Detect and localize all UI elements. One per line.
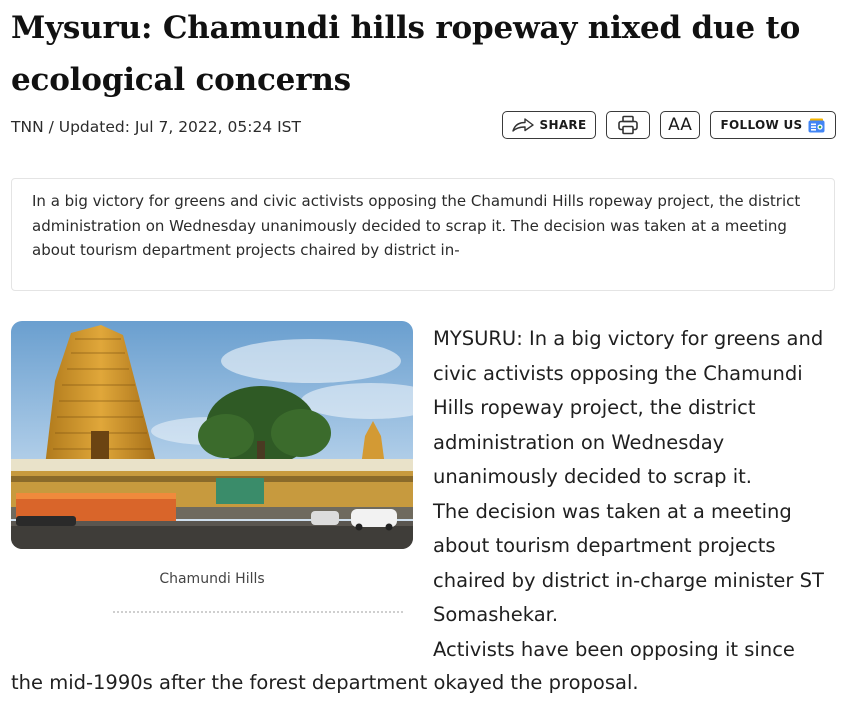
google-news-icon bbox=[808, 118, 825, 133]
body-paragraph: Activists have been opposing it since bbox=[433, 637, 795, 661]
printer-icon bbox=[617, 115, 639, 135]
article-body bbox=[433, 322, 843, 667]
article-headline: Mysuru: Chamundi hills ropeway nixed due to ecological concerns bbox=[11, 10, 801, 98]
body-paragraph: The decision was taken at a meeting about tourism department projects chaired by district in-charge minister ST Somashekar. bbox=[433, 499, 824, 626]
article-byline: TNN / Updated: Jul 7, 2022, 05:24 IST bbox=[11, 118, 301, 136]
body-paragraph: MYSURU: In a big victory for greens and civic activists opposing the Chamundi Hills ropeway project, the district administration on Wednesday unanimously decided to scrap it. bbox=[433, 327, 824, 488]
share-button[interactable] bbox=[502, 111, 596, 139]
font-size-button[interactable]: AA bbox=[660, 111, 700, 139]
article-toolbar bbox=[502, 111, 836, 139]
article-summary: In a big victory for greens and civic activists opposing the Chamundi Hills ropeway project, the district administration on Wednesday unanimously decided to scrap it. The decision was taken at a meeting about tourism department projects chaired by district in- bbox=[11, 178, 835, 291]
print-button[interactable] bbox=[606, 111, 650, 139]
article-image[interactable] bbox=[11, 321, 413, 549]
follow-us-button[interactable] bbox=[710, 111, 836, 139]
body-paragraph-continuation: the mid-1990s after the forest department okayed the proposal. bbox=[11, 671, 639, 694]
share-arrow-icon bbox=[512, 118, 534, 132]
follow-label: FOLLOW US bbox=[720, 118, 803, 132]
image-caption: Chamundi Hills bbox=[159, 571, 265, 587]
share-label: SHARE bbox=[539, 118, 587, 132]
caption-divider bbox=[113, 611, 403, 613]
